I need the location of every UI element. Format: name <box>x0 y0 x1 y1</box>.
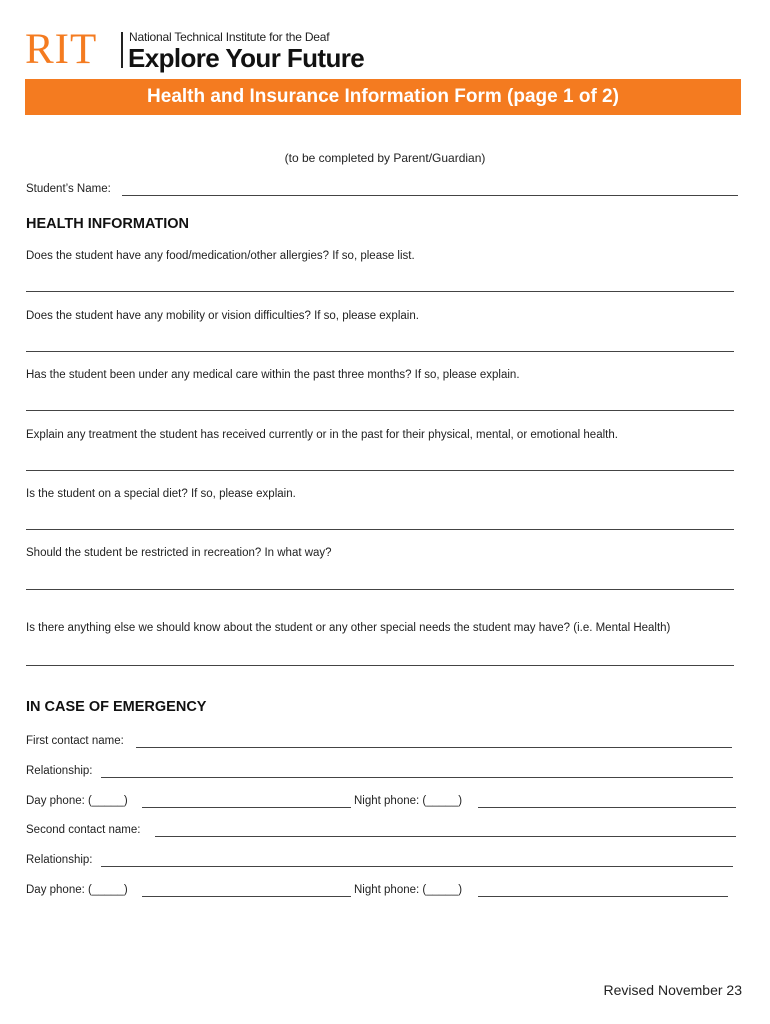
night-phone-field-2[interactable] <box>478 896 728 897</box>
answer-line-recreation[interactable] <box>26 589 734 590</box>
student-name-field[interactable] <box>122 195 738 196</box>
form-title-banner <box>25 79 741 115</box>
question-treatment: Explain any treatment the student has received currently or in the past for their physical, mental, or emotional health. <box>26 429 618 441</box>
answer-line-mobility[interactable] <box>26 351 734 352</box>
rit-logo-text: RIT <box>25 26 98 73</box>
answer-line-treatment[interactable] <box>26 470 734 471</box>
second-contact-field[interactable] <box>155 836 736 837</box>
relationship-field-1[interactable] <box>101 777 733 778</box>
logo-divider <box>121 32 123 68</box>
health-section-heading: HEALTH INFORMATION <box>26 216 189 232</box>
instructions-text: (to be completed by Parent/Guardian) <box>284 151 486 165</box>
day-phone-label-2: Day phone: (_____) <box>26 884 128 896</box>
night-phone-label-1: Night phone: (_____) <box>354 795 463 807</box>
question-diet: Is the student on a special diet? If so, please explain. <box>26 488 296 500</box>
answer-line-medical-care[interactable] <box>26 410 734 411</box>
answer-line-diet[interactable] <box>26 529 734 530</box>
relationship-field-2[interactable] <box>101 866 733 867</box>
relationship-label-2: Relationship: <box>26 854 93 866</box>
night-phone-field-1[interactable] <box>478 807 736 808</box>
institute-name: National Technical Institute for the Deaf <box>129 30 330 44</box>
day-phone-label-1: Day phone: (_____) <box>26 795 128 807</box>
question-special-needs: Is there anything else we should know about the student or any other special needs the student may have? (i.e. Mental Health) <box>26 622 671 634</box>
emergency-section-heading: IN CASE OF EMERGENCY <box>26 699 207 715</box>
first-contact-label: First contact name: <box>26 735 124 747</box>
question-allergies: Does the student have any food/medication/other allergies? If so, please list. <box>26 250 415 262</box>
day-phone-field-1[interactable] <box>142 807 351 808</box>
first-contact-field[interactable] <box>136 747 732 748</box>
logo-tagline: Explore Your Future <box>128 43 365 73</box>
answer-line-special-needs[interactable] <box>26 665 734 666</box>
form-title: Health and Insurance Information Form (page 1 of 2) <box>147 86 619 107</box>
question-mobility: Does the student have any mobility or vision difficulties? If so, please explain. <box>26 310 419 322</box>
student-name-label: Student’s Name: <box>26 183 111 195</box>
question-medical-care: Has the student been under any medical care within the past three months? If so, please explain. <box>26 369 520 381</box>
second-contact-label: Second contact name: <box>26 824 141 836</box>
revision-date: Revised November 23 <box>603 982 742 998</box>
question-recreation: Should the student be restricted in recreation? In what way? <box>26 547 332 559</box>
night-phone-label-2: Night phone: (_____) <box>354 884 463 896</box>
relationship-label-1: Relationship: <box>26 765 93 777</box>
day-phone-field-2[interactable] <box>142 896 351 897</box>
answer-line-allergies[interactable] <box>26 291 734 292</box>
